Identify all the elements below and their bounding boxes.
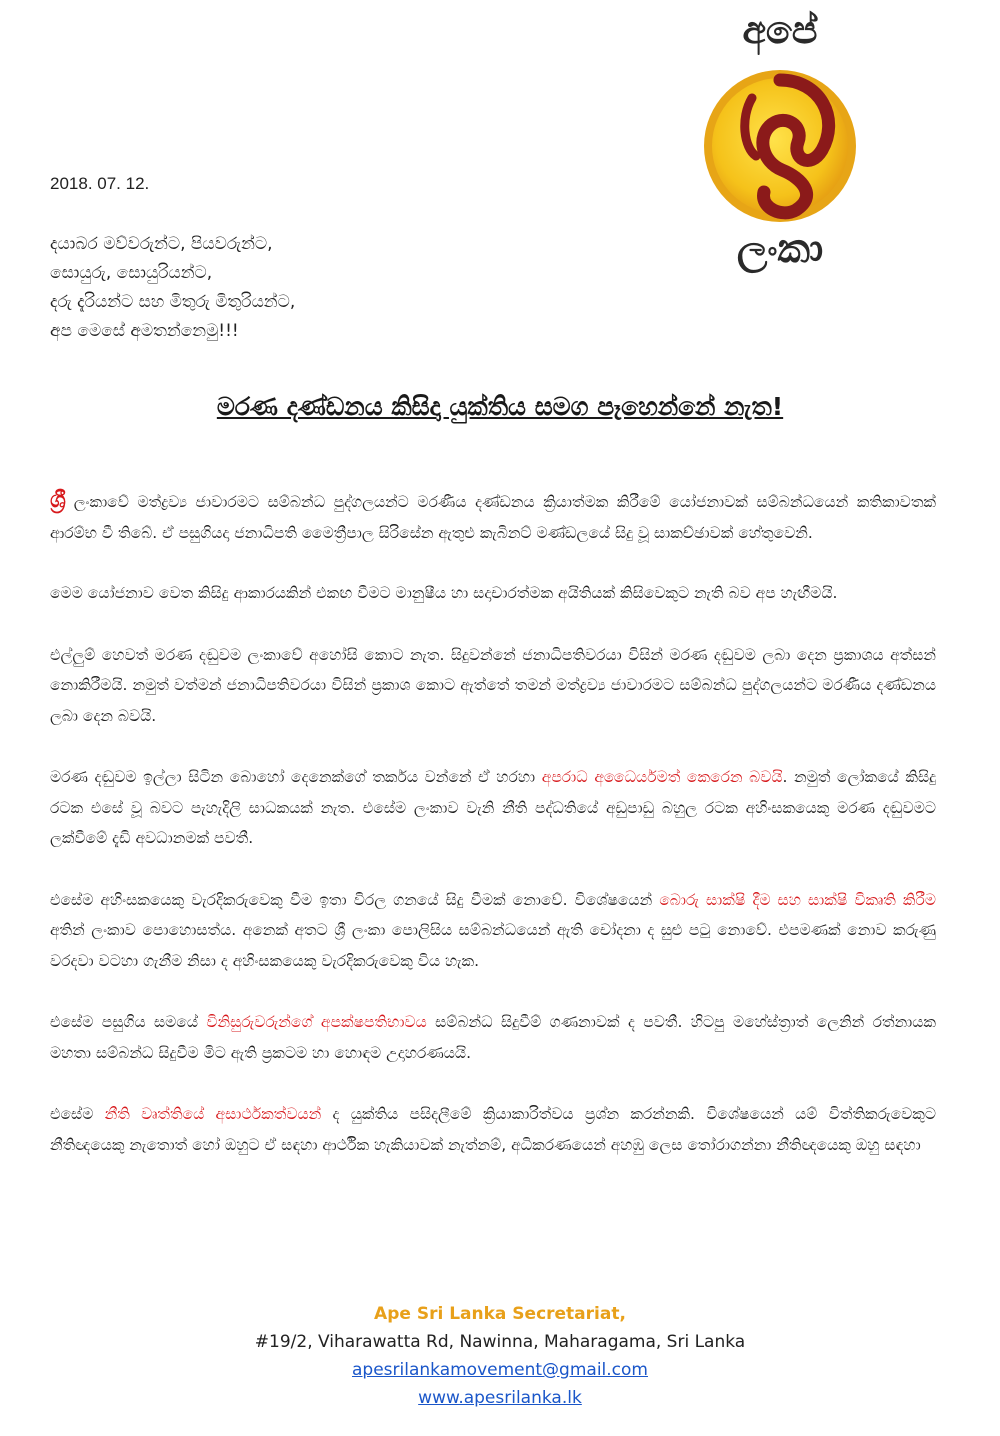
letter-date: 2018. 07. 12. [50, 174, 150, 193]
footer-address: #19/2, Viharawatta Rd, Nawinna, Maharagama, Sri Lanka [254, 1332, 746, 1352]
ape-sri-lanka-logo [700, 8, 860, 278]
greeting-line: දරු දැරියන්ට සහ මිතුරු මිතුරියන්ට, [50, 292, 296, 312]
paragraph-2: මෙම යෝජනාව වෙත කිසිදු ආකාරයකින් එකඟ වීමට මානුෂීය හා සදාචාරත්මක අයිතියක් කිසිවෙකුට නැති බව අප හැඟීමයි. [50, 584, 838, 602]
paragraph-text: අතින් ලංකාව පොහොසත්ය. අනෙක් අතට ශ්‍රී ලංකා පොලිසිය සම්බන්ධයෙන් ඇති චෝදනා ද සුළු පටු නොවේ. එපමණක් නොව කරුණු වරදවා වටහා ගැනීම නිසා ද අහිංසකයෙකු වැරදිකරුවෙකු විය හැක. [50, 921, 936, 970]
greeting-line: දයාබර මව්වරුන්ට, පියවරුන්ට, [50, 234, 273, 254]
paragraph-text: එසේම [50, 1105, 105, 1123]
letter-body [50, 486, 936, 1191]
paragraph-text: එසේම පසුගිය සමයේ [50, 1013, 207, 1031]
paragraph-text: එසේම අහිංසකයෙකු වැරදිකරුවෙකු වීම ඉතා විරල ගනයේ සිදු වීමක් නොවේ. විශේෂයෙන් [50, 890, 660, 909]
highlight-text: නීති වෘත්තියේ අසාර්ථකත්වයන් [104, 1105, 322, 1123]
logo-bottom-text: ලංකා [736, 226, 824, 272]
paragraph-text: ලංකාවේ මත්ද්‍රව්‍ය ජාවාරමට සම්බන්ධ පුද්ගලයන්ට මරණීය දණ්ඩනය ක්‍රියාත්මක කිරීමේ යෝජනාවක් සම්බන්ධයෙන් කතිකාවතක් ආරම්භ වී තිබේ. ඒ පසුගියදා ජනාධිපති මෛත්‍රීපාල සිරිසේන ඇතුළු කැබිනට් මණ්ඩලයේ සිදු වූ සාකච්ඡාවක් හේතුවෙනි. [50, 493, 936, 542]
paragraph-1 [50, 486, 936, 548]
greeting-line: සොයුරු, සොයුරියන්ට, [50, 263, 213, 283]
website-link[interactable]: www.apesrilanka.lk [418, 1388, 582, 1408]
logo-emblem-icon [700, 58, 860, 228]
greeting-block [50, 230, 295, 346]
paragraph-text: මරණ දඬුවම ඉල්ලා සිටින බොහෝ දෙනෙක්ගේ තර්කය වන්නේ ඒ හරහා [50, 768, 542, 786]
footer-org: Ape Sri Lanka Secretariat, [374, 1304, 626, 1324]
paragraph-3: එල්ලුම් හෙවත් මරණ දඬුවම ලංකාවේ අහෝසි කොට නැත. සිදුවන්නේ ජනාධිපතිවරයා විසින් මරණ දඬුවම ලබා දෙන ප්‍රකාශය අත්සන් නොකිරීමයි. නමුත් වත්මන් ජනාධිපතිවරයා විසින් ප්‍රකාශ කොට ඇත්තේ තමන් මත්ද්‍රව්‍ය ජාවාරමට සම්බන්ධ පුද්ගලයන්ට මරණීය දණ්ඩනය ලබා දෙන බවයි. [50, 645, 936, 725]
greeting-line: අප මෙසේ අමතන්නෙමු!!! [50, 321, 239, 341]
logo-top-text: අපේ [742, 8, 818, 52]
paragraph-text: ද යුක්තිය පසිදලීමේ ක්‍රියාකාරිත්වය ප්‍රශ්න කරන්නකි. විශේෂයෙන් යම් විත්තිකරුවෙකුට නීතිඥයෙකු නැතොත් හෝ ඔහුට ඒ සඳහා ආර්ථික හැකියාවක් නැත්නම්, අධිකරණයෙන් අහඹු ලෙස තෝරාගන්නා නීතිඥයෙකු ඔහු සඳහා [50, 1105, 936, 1154]
footer [0, 1300, 1000, 1412]
paragraph-text: . නමුත් ලෝකයේ කිසිදු රටක එසේ වූ බවට පැහැදිලි සාධකයක් නැත. එසේම ලංකාව වැනි නීති පද්ධතියේ අඩුපාඩු බහුල රටක අහිංසකයෙකු මරණ දඬුවමට ලක්වීමේ දැඩි අවධානමක් පවතී. [50, 768, 936, 847]
highlight-text: බොරු සාක්ෂි දීම සහ සාක්ෂි විකෘති කිරීම [659, 890, 936, 909]
highlight-text: විනිසුරුවරුන්ගේ අපක්ෂපතිභාවය [206, 1013, 427, 1031]
highlight-text: අපරාධ අධෛර්යමත් කෙරෙන බවයි [541, 768, 783, 786]
headline: මරණ දණ්ඩනය කිසිදා යුක්තිය සමග පෑහෙන්නේ නැත! [216, 392, 784, 421]
dropcap: ශ්‍රී [50, 488, 66, 513]
paragraph-text: සම්බන්ධ සිදුවීම් ගණනාවක් ද පවතී. හිටපු මහේස්ත්‍රාත් ලෙනින් රත්නායක මහතා සම්බන්ධ සිදුවීම මිට ඇති ප්‍රකටම හා හොඳම උදාහරණයයි. [50, 1013, 936, 1062]
email-link[interactable]: apesrilankamovement@gmail.com [352, 1360, 648, 1380]
paragraph-4 [50, 762, 936, 854]
paragraph-5 [50, 885, 936, 977]
paragraph-6 [50, 1007, 936, 1068]
paragraph-7 [50, 1099, 936, 1160]
